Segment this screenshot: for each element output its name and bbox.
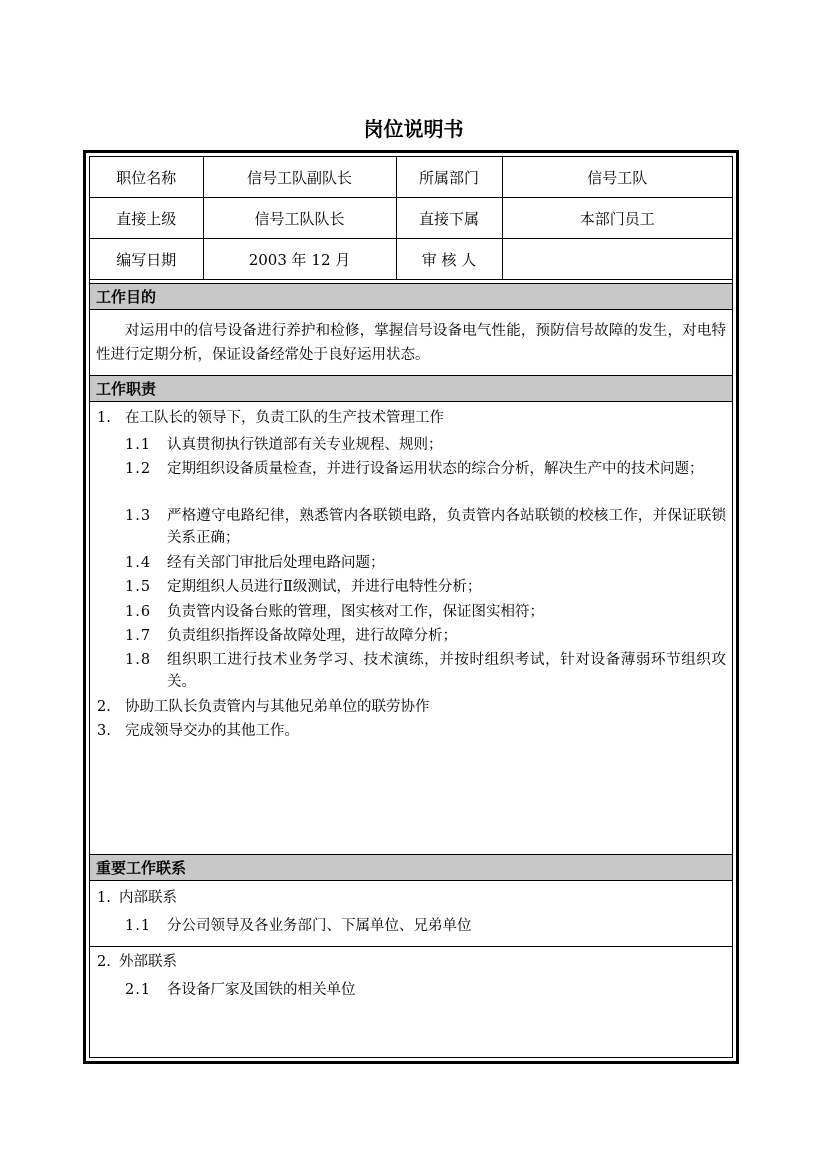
subitem-number: 1.3 — [125, 508, 152, 524]
date-label: 编写日期 — [90, 239, 203, 280]
dept-value: 信号工队 — [502, 157, 732, 198]
subitem-number: 1.2 — [125, 461, 152, 477]
relation-number: 1. — [97, 890, 111, 906]
duty-text: 协助工队长负责管内与其他兄弟单位的联劳协作 — [125, 699, 430, 715]
relation-text: 外部联系 — [119, 954, 177, 970]
subitem-text: 严格遵守电路纪律，熟悉管内各联锁电路，负责管内各站联锁的校核工作，并保证联锁关系正确； — [167, 508, 726, 546]
relation-number: 2. — [97, 954, 111, 970]
position-label: 职位名称 — [90, 157, 203, 198]
purpose-heading: 工作目的 — [90, 283, 732, 310]
duty-item — [97, 407, 444, 429]
duty-item — [97, 696, 430, 718]
relations-heading: 重要工作联系 — [90, 854, 732, 881]
subitem-number: 1.6 — [125, 604, 152, 620]
table-row — [90, 239, 732, 280]
table-row — [90, 198, 732, 239]
subitem-text: 分公司领导及各业务部门、下属单位、兄弟单位 — [167, 918, 472, 934]
subordinate-label: 直接下属 — [396, 198, 502, 239]
subitem-text: 组织职工进行技术业务学习、技术演练，并按时组织考试，针对设备薄弱环节组织攻关。 — [167, 652, 726, 690]
duty-subitem — [125, 505, 726, 549]
relation-subitem — [125, 979, 726, 1001]
duty-subitem — [125, 625, 726, 647]
duty-text: 完成领导交办的其他工作。 — [125, 723, 299, 739]
reviewer-value — [502, 239, 732, 280]
job-description-frame — [83, 150, 739, 1064]
superior-label: 直接上级 — [90, 198, 203, 239]
relation-internal — [97, 887, 177, 909]
subitem-text: 负责组织指挥设备故障处理，进行故障分析； — [167, 628, 457, 644]
duty-subitem — [125, 458, 726, 480]
subitem-text: 定期组织人员进行Ⅱ级测试，并进行电特性分析； — [167, 579, 482, 595]
section-divider — [90, 946, 732, 947]
subitem-text: 各设备厂家及国铁的相关单位 — [167, 982, 356, 998]
subitem-text: 经有关部门审批后处理电路问题； — [167, 555, 385, 571]
duty-subitem — [125, 601, 726, 623]
subitem-number: 1.5 — [125, 579, 152, 595]
subitem-number: 2.1 — [125, 982, 152, 998]
subitem-text: 负责管内设备台账的管理，图实核对工作，保证图实相符； — [167, 604, 544, 620]
position-value: 信号工队副队长 — [203, 157, 396, 198]
subitem-number: 1.7 — [125, 628, 152, 644]
duty-subitem — [125, 434, 726, 456]
duty-number: 1. — [97, 410, 111, 426]
purpose-text: 对运用中的信号设备进行养护和检修，掌握信号设备电气性能，预防信号故障的发生，对电特性进行定期分析，保证设备经常处于良好运用状态。 — [96, 323, 726, 363]
duty-text: 在工队长的领导下，负责工队的生产技术管理工作 — [125, 410, 444, 426]
subitem-number: 1.1 — [125, 437, 152, 453]
duties-heading: 工作职责 — [90, 375, 732, 402]
reviewer-label: 审 核 人 — [396, 239, 502, 280]
subordinate-value: 本部门员工 — [502, 198, 732, 239]
duty-subitem — [125, 552, 726, 574]
relation-subitem — [125, 915, 726, 937]
job-description-body — [89, 156, 733, 1058]
dept-label: 所属部门 — [396, 157, 502, 198]
relation-text: 内部联系 — [119, 890, 177, 906]
table-row — [90, 157, 732, 198]
date-value: 2003 年 12 月 — [203, 239, 396, 280]
document-title: 岗位说明书 — [363, 117, 464, 141]
subitem-number: 1.8 — [125, 652, 152, 668]
duty-item — [97, 720, 299, 742]
subitem-text: 定期组织设备质量检查，并进行设备运用状态的综合分析，解决生产中的技术问题； — [167, 461, 704, 477]
duty-subitem — [125, 576, 726, 598]
duty-number: 3. — [97, 723, 111, 739]
duty-number: 2. — [97, 699, 111, 715]
duty-subitem — [125, 649, 726, 693]
subitem-number: 1.4 — [125, 555, 152, 571]
subitem-number: 1.1 — [125, 918, 152, 934]
basic-info-table — [90, 157, 732, 280]
relation-external — [97, 951, 177, 973]
superior-value: 信号工队队长 — [203, 198, 396, 239]
subitem-text: 认真贯彻执行铁道部有关专业规程、规则； — [167, 437, 443, 453]
